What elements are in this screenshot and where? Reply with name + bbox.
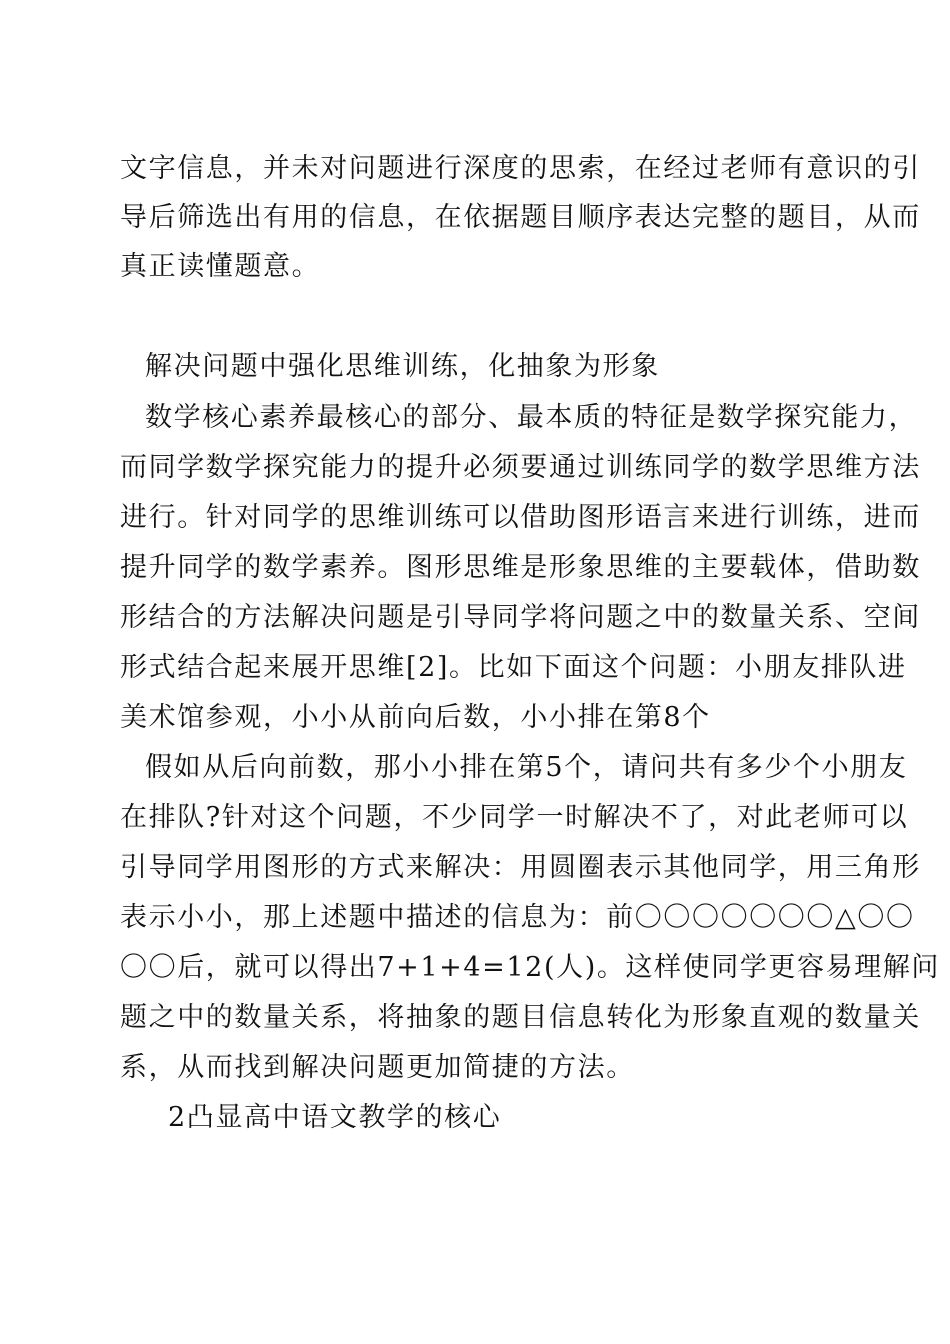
paragraph-line: 题之中的数量关系，将抽象的题目信息转化为形象直观的数量关 xyxy=(120,1002,921,1033)
paragraph-line: 形结合的方法解决问题是引导同学将问题之中的数量关系、空间 xyxy=(120,602,921,633)
paragraph-line: 假如从后向前数，那小小排在第5个，请问共有多少个小朋友 xyxy=(145,752,908,783)
paragraph-line: 形式结合起来展开思维[2]。比如下面这个问题：小朋友排队进 xyxy=(120,652,907,683)
paragraph-line: 提升同学的数学素养。图形思维是形象思维的主要载体，借助数 xyxy=(120,552,921,583)
paragraph-line: 在排队?针对这个问题，不少同学一时解决不了，对此老师可以 xyxy=(120,802,909,833)
section-heading: 2凸显高中语文教学的核心 xyxy=(168,1102,502,1133)
paragraph-line: 〇〇后，就可以得出7+1+4=12(人)。这样使同学更容易理解问 xyxy=(120,952,941,983)
paragraph-line: 进行。针对同学的思维训练可以借助图形语言来进行训练，进而 xyxy=(120,502,921,533)
paragraph-line: 真正读懂题意。 xyxy=(120,251,321,282)
paragraph-line: 引导同学用图形的方式来解决：用圆圈表示其他同学，用三角形 xyxy=(120,852,921,883)
paragraph-line: 而同学数学探究能力的提升必须要通过训练同学的数学思维方法 xyxy=(120,452,921,483)
section-heading: 解决问题中强化思维训练，化抽象为形象 xyxy=(145,351,660,382)
paragraph-line: 数学核心素养最核心的部分、最本质的特征是数学探究能力， xyxy=(145,402,918,433)
paragraph-line: 文字信息，并未对问题进行深度的思索，在经过老师有意识的引 xyxy=(120,153,921,184)
paragraph-line: 美术馆参观，小小从前向后数，小小排在第8个 xyxy=(120,702,711,733)
paragraph-line: 系，从而找到解决问题更加简捷的方法。 xyxy=(120,1052,635,1083)
paragraph-line: 导后筛选出有用的信息，在依据题目顺序表达完整的题目，从而 xyxy=(120,202,921,233)
paragraph-line: 表示小小，那上述题中描述的信息为：前〇〇〇〇〇〇〇△〇〇 xyxy=(120,902,915,933)
